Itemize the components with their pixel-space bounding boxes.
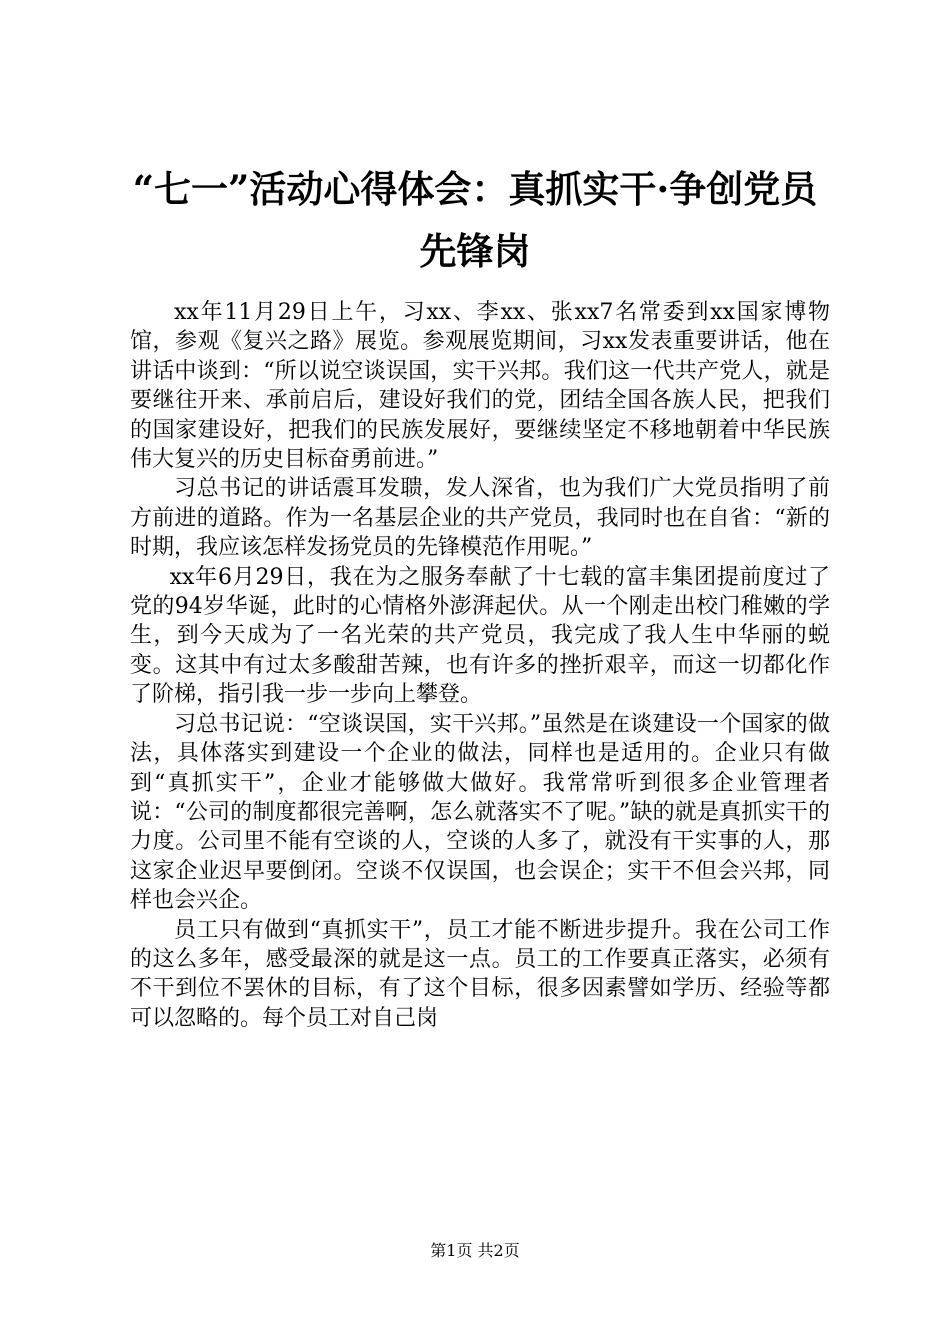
- paragraph-4: 习总书记说：“空谈误国，实干兴邦。”虽然是在谈建设一个国家的做法，具体落实到建设一个企业的做法，同样也是适用的。企业只有做到“真抓实干”，企业才能够做大做好。我常常听到很多企业管理者说：“公司的制度都很完善啊，怎么就落实不了呢。”缺的就是真抓实干的力度。公司里不能有空谈的人，空谈的人多了，就没有干实事的人，那这家企业迟早要倒闭。空谈不仅误国，也会误企；实干不但会兴邦，同样也会兴企。: [130, 711, 830, 914]
- document-title: [110, 158, 840, 282]
- paragraph-1: xx年11月29日上午，习xx、李xx、张xx7名常委到xx国家博物馆，参观《复兴之路》展览。参观展览期间，习xx发表重要讲话，他在讲话中谈到：“所以说空谈误国，实干兴邦。我们这一代共产党人，就是要继往开来、承前启后，建设好我们的党，团结全国各族人民，把我们的国家建设好，把我们的民族发展好，要继续坚定不移地朝着中华民族伟大复兴的历史目标奋勇前进。”: [130, 300, 830, 473]
- page-footer: 第1页 共2页: [430, 1241, 520, 1260]
- title-line-1: “七一”活动心得体会：真抓实干·争创党员: [132, 167, 818, 211]
- document-body: [130, 298, 830, 1033]
- title-line-2: 先锋岗: [419, 229, 531, 273]
- paragraph-5: 员工只有做到“真抓实干”，员工才能不断进步提升。我在公司工作的这么多年，感受最深的就是这一点。员工的工作要真正落实，必须有不干到位不罢休的目标，有了这个目标，很多因素譬如学历、经验等都可以忽略的。每个员工对自己岗: [130, 917, 830, 1031]
- paragraph-3: xx年6月29日，我在为之服务奉献了十七载的富丰集团提前度过了党的94岁华诞，此时的心情格外澎湃起伏。从一个刚走出校门稚嫩的学生，到今天成为了一名光荣的共产党员，我完成了我人生中华丽的蜕变。这其中有过太多酸甜苦辣，也有许多的挫折艰辛，而这一切都化作了阶梯，指引我一步一步向上攀登。: [130, 564, 830, 708]
- paragraph-2: 习总书记的讲话震耳发聩，发人深省，也为我们广大党员指明了前方前进的道路。作为一名基层企业的共产党员，我同时也在自省：“新的时期，我应该怎样发扬党员的先锋模范作用呢。”: [130, 476, 830, 561]
